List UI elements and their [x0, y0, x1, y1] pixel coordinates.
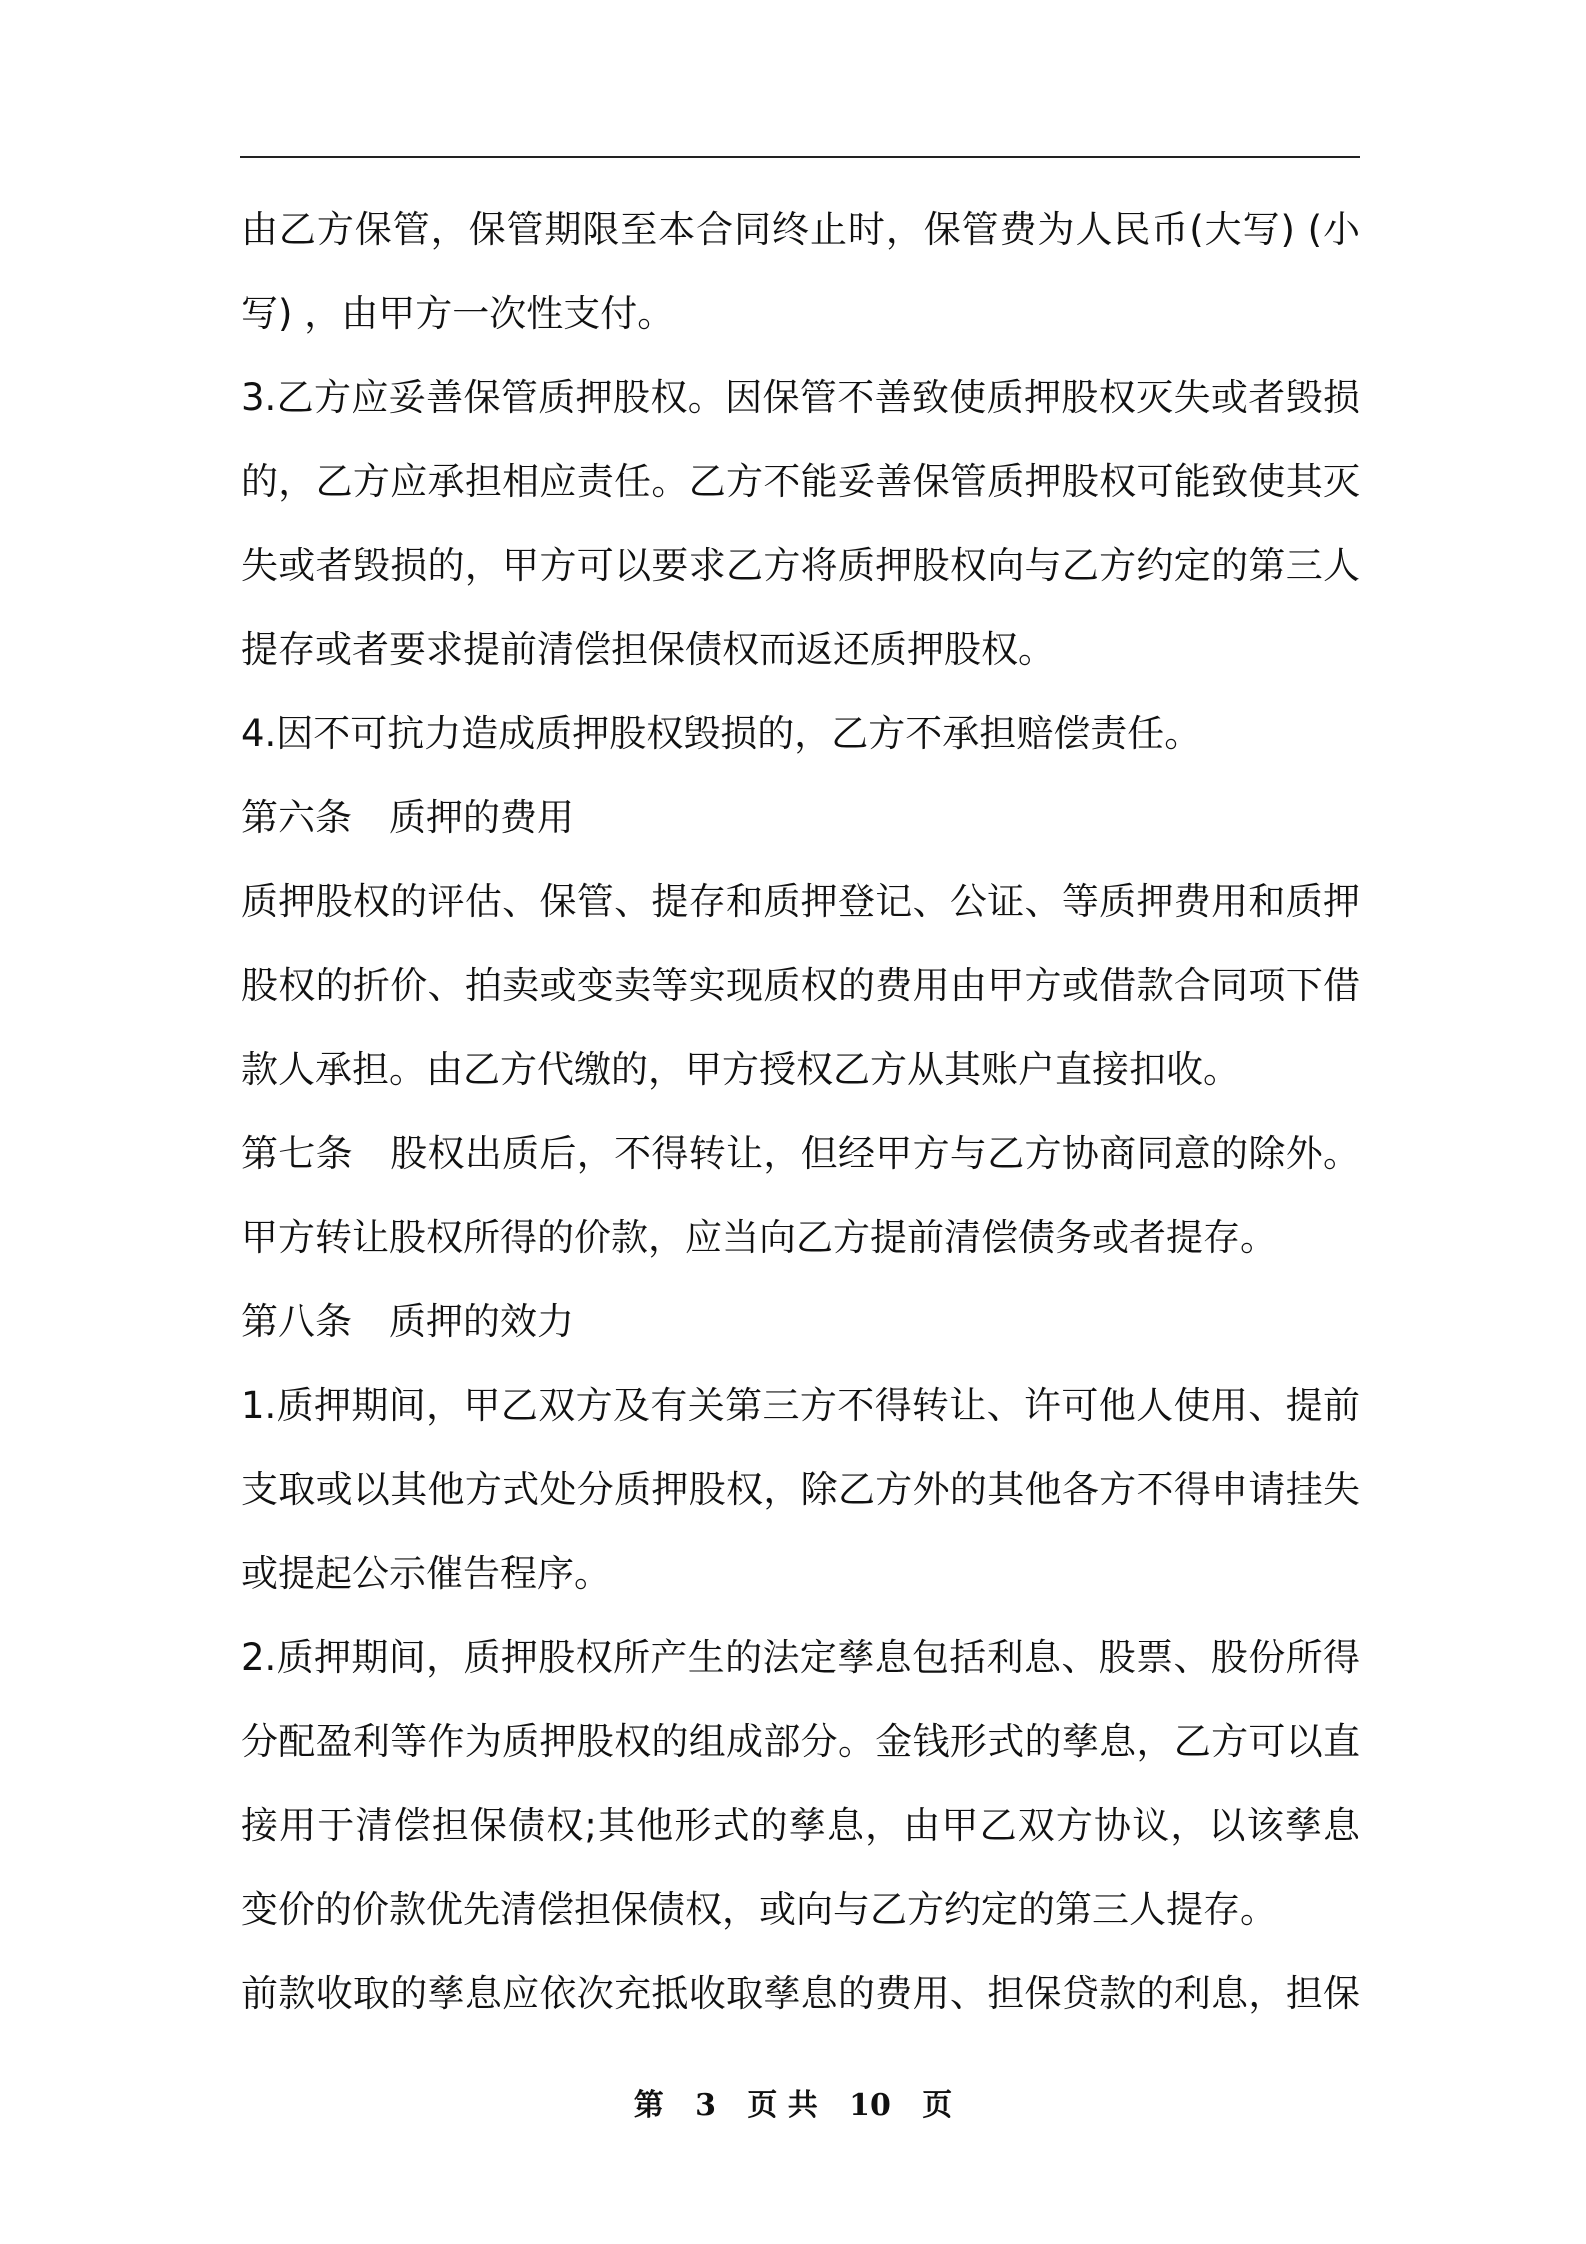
- text-line: 提存或者要求提前清偿担保债权而返还质押股权。: [241, 628, 1055, 671]
- text-line: 3.乙方应妥善保管质押股权。因保管不善致使质押股权灭失或者毁损: [241, 376, 1360, 419]
- text-line: 1.质押期间，甲乙双方及有关第三方不得转让、许可他人使用、提前: [241, 1384, 1360, 1427]
- text-line: 分配盈利等作为质押股权的组成部分。金钱形式的孳息，乙方可以直: [241, 1720, 1360, 1763]
- page-footer: [0, 2086, 1586, 2126]
- text-line: 由乙方保管，保管期限至本合同终止时，保管费为人民币(大写) (小: [241, 208, 1360, 251]
- text-line: 的，乙方应承担相应责任。乙方不能妥善保管质押股权可能致使其灭: [241, 460, 1360, 503]
- text-line: 质押股权的评估、保管、提存和质押登记、公证、等质押费用和质押: [241, 880, 1360, 923]
- text-line: 股权的折价、拍卖或变卖等实现质权的费用由甲方或借款合同项下借: [241, 964, 1360, 1007]
- text-line: 支取或以其他方式处分质押股权，除乙方外的其他各方不得申请挂失: [241, 1468, 1360, 1511]
- text-line: 2.质押期间，质押股权所产生的法定孳息包括利息、股票、股份所得: [241, 1636, 1360, 1679]
- text-line: 写) ，由甲方一次性支付。: [241, 292, 675, 335]
- current-page-number: 3: [695, 2088, 716, 2123]
- footer-suffix: 页: [922, 2088, 953, 2123]
- text-line: 第七条 股权出质后，不得转让，但经甲方与乙方协商同意的除外。: [241, 1132, 1360, 1175]
- total-pages-number: 10: [849, 2088, 891, 2123]
- text-line: 或提起公示催告程序。: [241, 1552, 611, 1595]
- header-rule: [240, 156, 1360, 158]
- document-body: [241, 188, 1360, 2036]
- text-line: 接用于清偿担保债权;其他形式的孳息，由甲乙双方协议，以该孳息: [241, 1804, 1360, 1847]
- footer-prefix: 第: [633, 2088, 664, 2123]
- text-line: 第六条 质押的费用: [241, 796, 574, 839]
- footer-middle: 页 共: [747, 2088, 818, 2123]
- text-line: 变价的价款优先清偿担保债权，或向与乙方约定的第三人提存。: [241, 1888, 1277, 1931]
- text-line: 第八条 质押的效力: [241, 1300, 574, 1343]
- text-line: 款人承担。由乙方代缴的，甲方授权乙方从其账户直接扣收。: [241, 1048, 1240, 1091]
- text-line: 甲方转让股权所得的价款，应当向乙方提前清偿债务或者提存。: [241, 1216, 1277, 1259]
- text-line: 失或者毁损的，甲方可以要求乙方将质押股权向与乙方约定的第三人: [241, 544, 1360, 587]
- text-line: 前款收取的孳息应依次充抵收取孳息的费用、担保贷款的利息，担保: [241, 1972, 1360, 2015]
- text-line: 4.因不可抗力造成质押股权毁损的，乙方不承担赔偿责任。: [241, 712, 1202, 755]
